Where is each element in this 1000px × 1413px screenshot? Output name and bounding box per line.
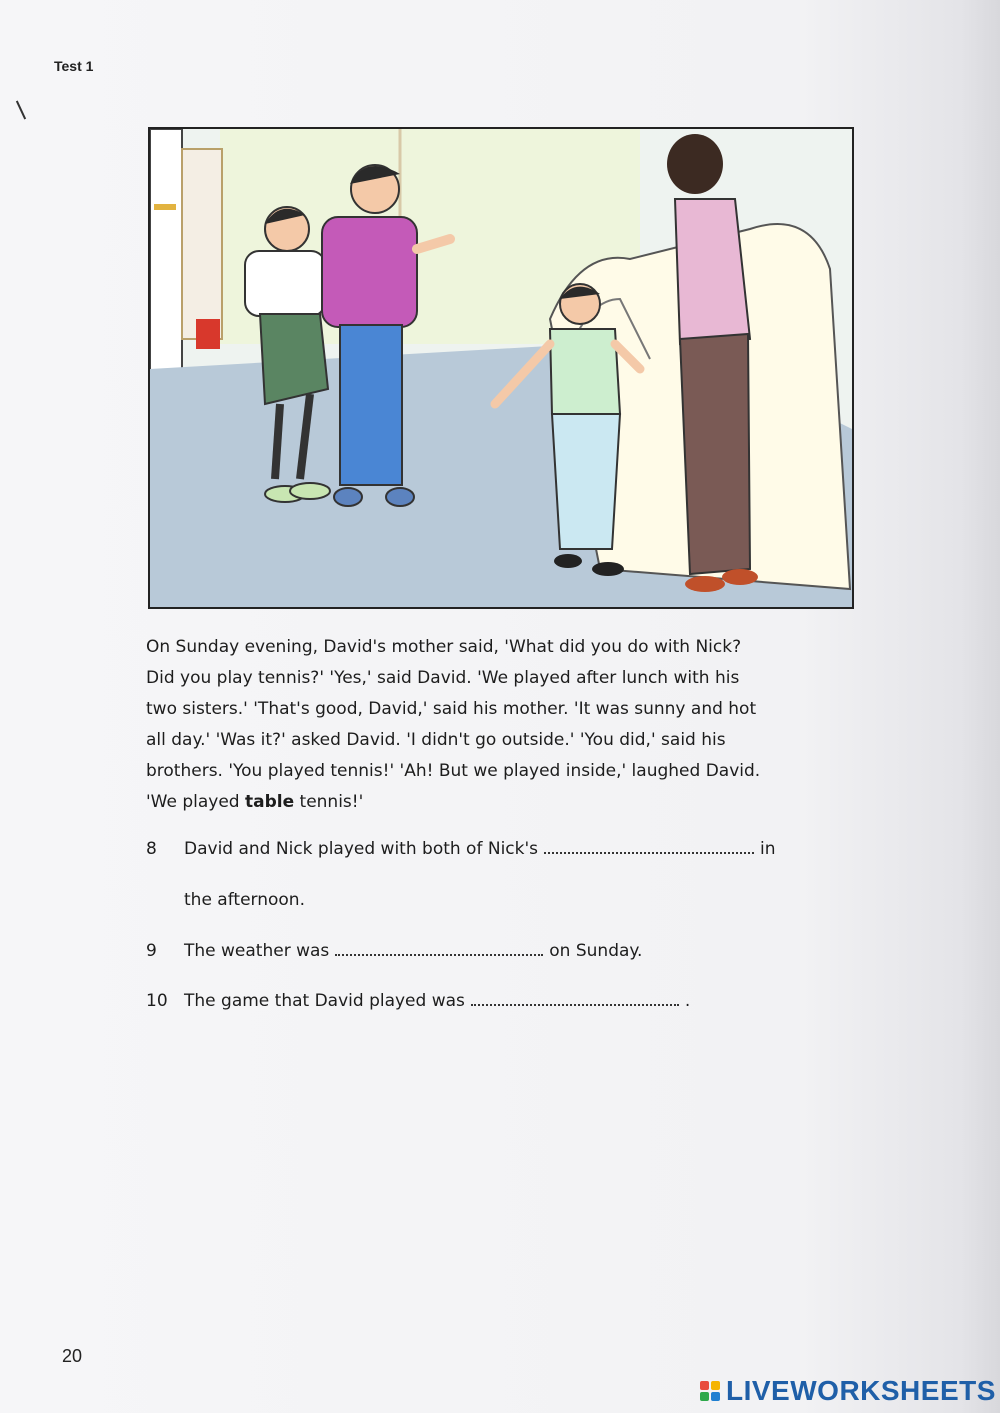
question-number: 10 [146,991,168,1011]
door-handle [154,204,176,210]
answer-blank-10[interactable] [471,990,679,1006]
illustration-scene [150,129,852,607]
question-text: David and Nick played with both of Nick's [184,839,539,859]
question-text-end: on Sunday. [549,941,643,961]
passage-line: On Sunday evening, David's mother said, 'What did you do with Nick? [146,637,742,657]
page-number: 20 [62,1346,83,1366]
logo-text: LIVEWORKSHEETS [726,1375,996,1406]
question-10 [146,990,690,1011]
passage-bold-word: table [245,792,295,812]
question-8-continuation: the afternoon. [184,890,305,910]
question-text: The weather was [184,941,330,961]
pen-mark [16,101,26,120]
test-label: Test 1 [54,58,94,74]
question-9 [146,940,642,961]
question-text: The game that David played was [184,991,465,1011]
illustration [148,127,854,609]
question-number: 8 [146,839,157,859]
question-text-end: . [684,991,691,1011]
mother [667,134,723,194]
passage-line: two sisters.' 'That's good, David,' said his mother. 'It was sunny and hot [146,699,757,719]
passage-line-last [146,787,846,818]
passage-text: tennis!' [294,792,364,812]
question-number: 9 [146,941,157,961]
liveworksheets-logo[interactable] [700,1375,996,1407]
reading-passage [146,632,846,818]
passage-line: Did you play tennis?' 'Yes,' said David. 'We played after lunch with his [146,668,740,688]
answer-blank-8[interactable] [544,838,754,854]
door [150,129,182,409]
logo-icon [700,1381,720,1401]
answer-blank-9[interactable] [335,940,543,956]
question-8 [146,838,776,859]
passage-line: all day.' 'Was it?' asked David. 'I didn't go outside.' 'You did,' said his [146,730,726,750]
question-text-end: in [760,839,776,859]
passage-line: brothers. 'You played tennis!' 'Ah! But we played inside,' laughed David. [146,761,761,781]
passage-text: 'We played [146,792,245,812]
